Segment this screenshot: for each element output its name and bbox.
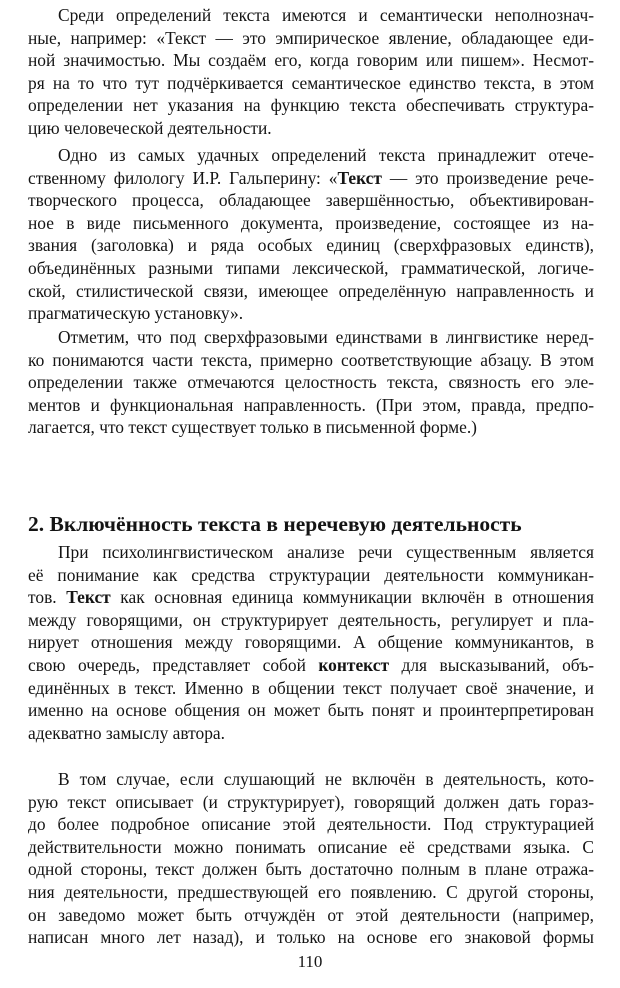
text-segment: для высказываний, объ- xyxy=(389,654,594,675)
term-bold: контекст xyxy=(318,654,390,675)
paragraph-2 xyxy=(28,144,594,325)
text-line xyxy=(28,654,594,677)
text-line: творческого процесса, обладающее завершённостью, объективирован- xyxy=(28,190,594,211)
text-segment: — это произведение рече- xyxy=(381,167,594,188)
text-line: звания (заголовка) и ряда особых единиц (сверхфразовых единств), xyxy=(28,235,594,256)
text-line xyxy=(28,586,594,609)
text-line: ской, стилистической связи, имеющее определённую направленность и xyxy=(28,280,594,301)
text-segment: ственному филологу И.Р. Гальперину: « xyxy=(28,167,338,188)
term-bold: Текст xyxy=(66,587,111,608)
text-line: написан много лет назад), и только на основе его знаковой формы xyxy=(28,927,594,948)
paragraph-1 xyxy=(28,4,594,140)
text-line: лагается, что текст существует только в письменной форме.) xyxy=(28,417,477,438)
text-line: нирует отношения между говорящими. А общение коммуникантов, в xyxy=(28,632,594,653)
text-line: ментов и функциональная направленность. (При этом, правда, предпо- xyxy=(28,394,594,415)
text-line: одной стороны, текст должен быть достаточно полным в плане отража- xyxy=(28,859,594,880)
text-line: её понимание как средства структурации деятельности коммуникан- xyxy=(28,564,594,585)
text-segment: свою очередь, представляет собой xyxy=(28,654,319,675)
section-heading: 2. Включённость текста в неречевую деятельность xyxy=(28,511,522,536)
text-line: При психолингвистическом анализе речи существенным является xyxy=(58,542,594,562)
text-segment: как основная единица коммуникации включён в отношения xyxy=(110,587,594,608)
text-line: цию человеческой деятельности. xyxy=(28,117,272,138)
text-line: прагматическую установку». xyxy=(28,303,244,324)
text-line: В том случае, если слушающий не включён в деятельность, кото- xyxy=(58,769,594,789)
text-line: Среди определений текста имеются и семантически неполнознач- xyxy=(58,5,594,25)
paragraph-5 xyxy=(28,768,594,949)
text-line: ко понимаются части текста, примерно соответствующие абзацу. В этом xyxy=(28,349,594,370)
text-line: действительности можно понимать описание её средствами языка. С xyxy=(28,836,594,857)
text-line: ния деятельности, предшествующей его появлению. С другой стороны, xyxy=(28,881,594,902)
text-line: ря на то что тут подчёркивается семантическое единство текста, в этом xyxy=(28,72,594,93)
text-line: объединённых разными типами лексической, грамматической, логиче- xyxy=(28,257,594,278)
text-line: ное в виде письменного документа, произведение, состоящее из на- xyxy=(28,212,594,233)
text-line: адекватно замыслу автора. xyxy=(28,722,225,743)
text-line: он заведомо может быть отчуждён от этой деятельности (например, xyxy=(28,904,594,925)
text-line: до более подробное описание этой деятельности. Под структурацией xyxy=(28,814,594,835)
text-line: между говорящими, он структурирует деятельность, регулирует и пла- xyxy=(28,609,594,630)
term-bold: Текст xyxy=(337,167,382,188)
text-line xyxy=(28,167,594,190)
paragraph-3 xyxy=(28,326,594,439)
text-line: единённых в текст. Именно в общении текст получает своё значение, и xyxy=(28,677,594,698)
text-line: ные, например: «Текст — это эмпирическое явление, обладающее еди- xyxy=(28,27,594,48)
text-line: рую текст описывает (и структурирует), говорящий должен дать гораз- xyxy=(28,791,594,812)
text-line: ной значимостью. Мы создаём его, когда говорим или пишем». Несмот- xyxy=(28,50,594,71)
text-line: Отметим, что под сверхфразовыми единствами в лингвистике неред- xyxy=(58,327,594,347)
text-segment: тов. xyxy=(28,587,67,608)
text-line: определении также отмечаются целостность текста, связность его эле- xyxy=(28,372,594,393)
text-line: определении нет указания на функцию текста обеспечивать структура- xyxy=(28,95,594,116)
page-number: 110 xyxy=(297,952,323,971)
text-line: Одно из самых удачных определений текста принадлежит отече- xyxy=(58,145,594,165)
text-line: именно на основе общения он может быть понят и проинтерпретирован xyxy=(28,700,594,721)
paragraph-4 xyxy=(28,541,594,744)
